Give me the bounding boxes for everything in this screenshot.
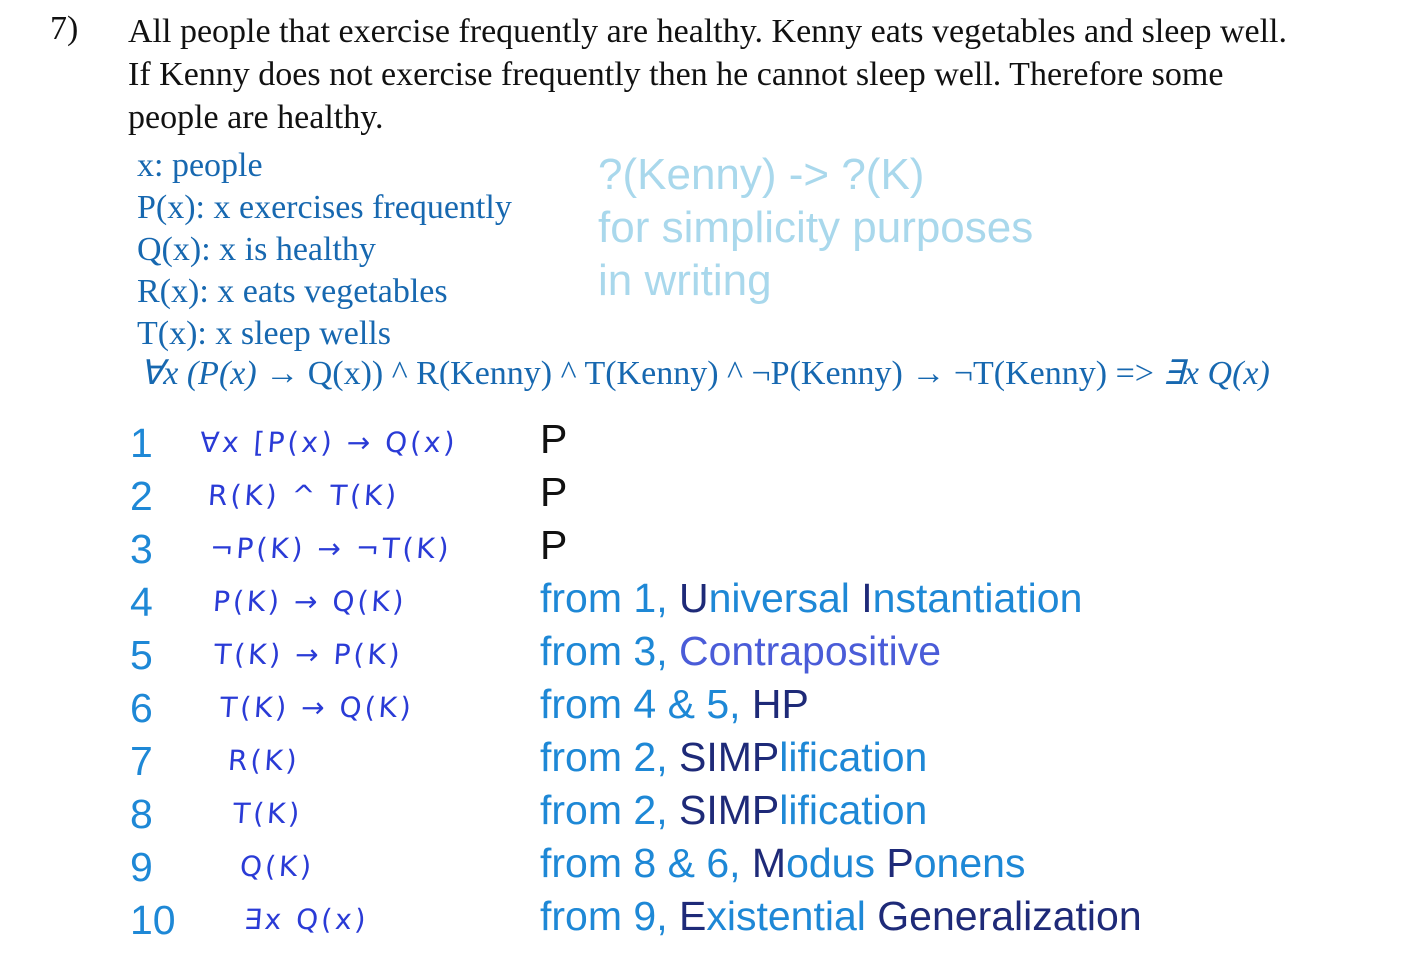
step-justification — [540, 893, 1142, 940]
justification-segment: P — [540, 522, 568, 568]
definition-r: R(x): x eats vegetables — [137, 273, 448, 310]
step-number: 3 — [130, 526, 153, 572]
step-number: 5 — [130, 632, 153, 678]
handwritten-expression: R(K) — [226, 744, 301, 777]
formula-middle: → Q(x)) ^ R(Kenny) ^ T(Kenny) ^ ¬P(Kenny) → ¬T(Kenny) => — [256, 355, 1163, 392]
justification-segment: niversal — [708, 575, 862, 621]
justification-segment: P — [540, 469, 568, 515]
note-line: for simplicity purposes — [598, 203, 1034, 252]
justification-segment: P — [540, 416, 568, 462]
justification-segment: Contrapositive — [678, 628, 942, 674]
step-number: 9 — [130, 844, 153, 890]
step-number: 6 — [130, 685, 153, 731]
definition-t: T(x): x sleep wells — [137, 315, 391, 352]
step-justification — [540, 522, 567, 569]
handwritten-expression: R(K) ^ T(K) — [206, 479, 401, 512]
note-line: ?(Kenny) -> ?(K) — [598, 150, 925, 199]
problem-number: 7) — [50, 10, 79, 47]
justification-segment: from 8 & 6, — [540, 840, 752, 886]
formula-forall-part: ∀x (P(x) — [140, 355, 257, 392]
justification-segment: Generalization — [877, 893, 1142, 939]
step-justification — [540, 681, 809, 728]
handwritten-expression: T(K) → Q(K) — [218, 691, 415, 724]
handwritten-expression: ∀x [P(x) → Q(x) — [198, 426, 459, 459]
justification-segment: from 9, — [540, 893, 679, 939]
justification-segment: from 1, — [540, 575, 679, 621]
step-justification — [540, 734, 927, 781]
handwritten-expression: ¬P(K) → ¬T(K) — [208, 532, 453, 565]
step-number: 1 — [130, 420, 153, 466]
predicate-definitions — [137, 145, 512, 355]
justification-segment: P — [886, 840, 914, 886]
justification-segment: onens — [913, 840, 1026, 886]
simplicity-note — [598, 148, 1033, 307]
step-number: 2 — [130, 473, 153, 519]
step-number: 10 — [130, 897, 176, 943]
definition-p: P(x): x exercises frequently — [137, 189, 512, 226]
definition-q: Q(x): x is healthy — [137, 231, 376, 268]
symbolic-argument — [140, 353, 1270, 393]
formula-exists-part: ∃x Q(x) — [1162, 355, 1270, 392]
justification-segment: nstantiation — [872, 575, 1083, 621]
justification-segment: E — [678, 893, 707, 939]
justification-segment: from 4 & 5, — [540, 681, 752, 727]
justification-segment: lification — [779, 734, 928, 780]
handwritten-expression: T(K) — [231, 797, 304, 830]
step-justification — [540, 628, 941, 675]
justification-segment: xistential — [706, 893, 878, 939]
problem-line: If Kenny does not exercise frequently then he cannot sleep well. Therefore some — [128, 56, 1224, 93]
step-justification — [540, 840, 1025, 887]
step-justification — [540, 575, 1082, 622]
step-number: 4 — [130, 579, 153, 625]
definition-domain: x: people — [137, 147, 263, 184]
justification-segment: SIMP — [678, 787, 780, 833]
problem-statement — [128, 10, 1418, 139]
handwritten-expression: ∃x Q(x) — [242, 903, 370, 936]
problem-line: people are healthy. — [128, 99, 384, 136]
justification-segment: odus — [786, 840, 887, 886]
problem-line: All people that exercise frequently are healthy. Kenny eats vegetables and sleep well. — [128, 13, 1287, 50]
justification-segment: lification — [779, 787, 928, 833]
note-line: in writing — [598, 256, 772, 305]
step-justification — [540, 469, 567, 516]
handwritten-expression: Q(K) — [238, 850, 316, 883]
justification-segment: M — [751, 840, 787, 886]
handwritten-expression: T(K) → P(K) — [212, 638, 404, 671]
justification-segment: U — [678, 575, 709, 621]
step-number: 7 — [130, 738, 153, 784]
justification-segment: from 3, — [540, 628, 679, 674]
justification-segment: HP — [751, 681, 809, 727]
justification-segment: I — [861, 575, 873, 621]
step-justification — [540, 416, 567, 463]
justification-segment: from 2, — [540, 787, 679, 833]
handwritten-expression: P(K) → Q(K) — [211, 585, 408, 618]
justification-segment: from 2, — [540, 734, 679, 780]
step-justification — [540, 787, 927, 834]
step-number: 8 — [130, 791, 153, 837]
justification-segment: SIMP — [678, 734, 780, 780]
